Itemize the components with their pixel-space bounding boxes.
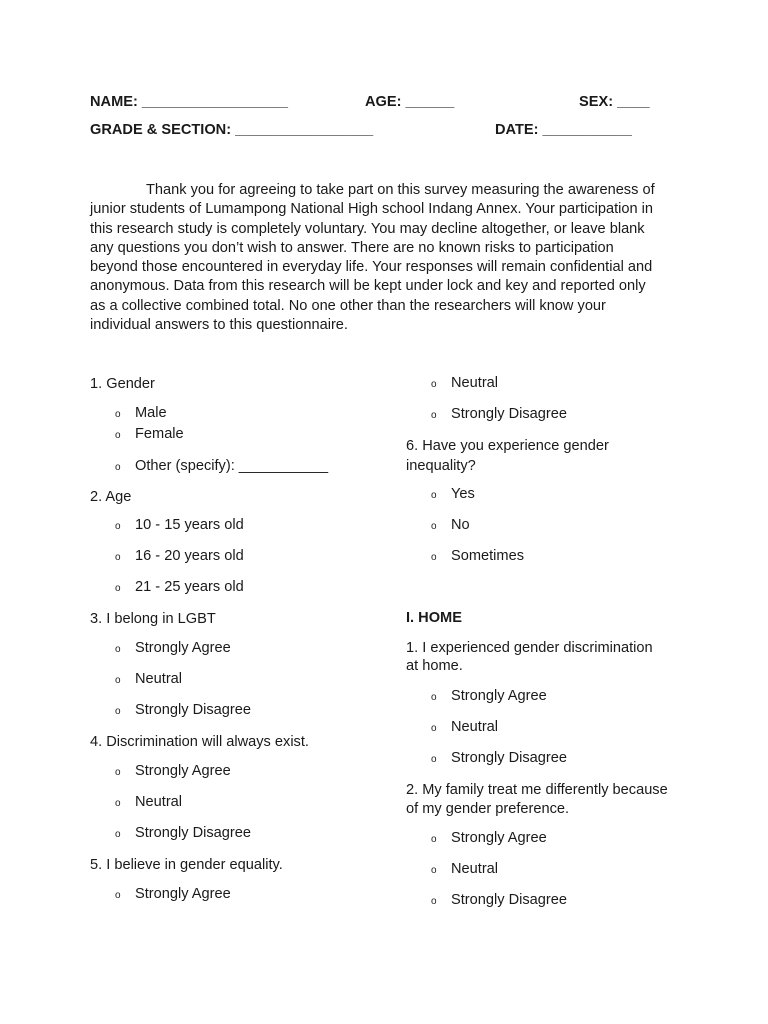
option-yes[interactable]: Yes [451, 486, 475, 502]
date-field[interactable]: DATE: ___________ [495, 122, 632, 138]
option-neutral[interactable]: Neutral [135, 671, 183, 687]
option-bullet-icon: o [431, 896, 437, 907]
option-strongly-agree[interactable]: Strongly Agree [135, 763, 231, 779]
question-age: 2. Age [90, 489, 132, 505]
option-bullet-icon: o [115, 583, 121, 594]
intro-line: junior students of Lumampong National High school Indang Annex. Your participation in [90, 201, 654, 218]
intro-line: individual answers to this questionnaire. [90, 317, 348, 334]
intro-paragraph [90, 181, 680, 335]
question-gender-inequality: 6. Have you experience gender [406, 438, 609, 454]
option-bullet-icon: o [431, 410, 437, 421]
sex-field[interactable]: SEX: ____ [579, 94, 650, 110]
option-bullet-icon: o [115, 767, 121, 778]
option-neutral[interactable]: Neutral [451, 375, 499, 391]
option-strongly-agree[interactable]: Strongly Agree [451, 688, 547, 704]
option-bullet-icon: o [115, 675, 121, 686]
option-strongly-agree[interactable]: Strongly Agree [135, 640, 231, 656]
option-age-10-15[interactable]: 10 - 15 years old [135, 517, 244, 533]
question-home-discrimination: 1. I experienced gender discrimination [406, 640, 653, 656]
question-family-treatment-cont: of my gender preference. [406, 801, 570, 817]
question-gender-equality: 5. I believe in gender equality. [90, 857, 283, 873]
option-bullet-icon: o [115, 430, 121, 441]
option-bullet-icon: o [431, 865, 437, 876]
option-age-21-25[interactable]: 21 - 25 years old [135, 579, 244, 595]
option-bullet-icon: o [115, 890, 121, 901]
option-strongly-disagree[interactable]: Strongly Disagree [135, 825, 251, 841]
question-home-discrimination-cont: at home. [406, 658, 463, 674]
intro-line: anonymous. Data from this research will be kept under lock and key and reported only [90, 278, 646, 295]
question-gender: 1. Gender [90, 376, 155, 392]
option-bullet-icon: o [431, 379, 437, 390]
option-bullet-icon: o [115, 552, 121, 563]
option-bullet-icon: o [115, 829, 121, 840]
option-age-16-20[interactable]: 16 - 20 years old [135, 548, 244, 564]
intro-line: beyond those encountered in everyday life. Your responses will remain confidential and [90, 259, 653, 276]
option-neutral[interactable]: Neutral [135, 794, 183, 810]
option-bullet-icon: o [115, 521, 121, 532]
question-lgbt: 3. I belong in LGBT [90, 611, 216, 627]
option-bullet-icon: o [115, 409, 121, 420]
intro-line: this research study is completely voluntary. You may decline altogether, or leave blank [90, 220, 645, 237]
option-strongly-disagree[interactable]: Strongly Disagree [451, 750, 567, 766]
question-discrimination: 4. Discrimination will always exist. [90, 734, 309, 750]
option-bullet-icon: o [431, 692, 437, 703]
option-bullet-icon: o [431, 552, 437, 563]
question-family-treatment: 2. My family treat me differently because [406, 782, 668, 798]
name-field[interactable]: NAME: __________________ [90, 94, 288, 110]
option-sometimes[interactable]: Sometimes [451, 548, 524, 564]
option-bullet-icon: o [115, 462, 121, 473]
intro-line: Thank you for agreeing to take part on this survey measuring the awareness of [146, 182, 655, 198]
question-gender-inequality-cont: inequality? [406, 458, 476, 474]
option-bullet-icon: o [115, 644, 121, 655]
option-bullet-icon: o [431, 521, 437, 532]
intro-line: any questions you don’t wish to answer. There are no known risks to participation [90, 239, 614, 256]
option-strongly-disagree[interactable]: Strongly Disagree [135, 702, 251, 718]
option-bullet-icon: o [431, 723, 437, 734]
option-bullet-icon: o [115, 798, 121, 809]
option-bullet-icon: o [431, 754, 437, 765]
option-bullet-icon: o [431, 834, 437, 845]
option-strongly-agree[interactable]: Strongly Agree [451, 830, 547, 846]
option-female[interactable]: Female [135, 426, 184, 442]
option-bullet-icon: o [431, 490, 437, 501]
section-home-heading: I. HOME [406, 610, 462, 626]
grade-section-field[interactable]: GRADE & SECTION: _________________ [90, 122, 374, 138]
intro-line: as a collective combined total. No one other than the researchers will know your [90, 297, 606, 314]
option-strongly-disagree[interactable]: Strongly Disagree [451, 892, 567, 908]
option-strongly-agree[interactable]: Strongly Agree [135, 886, 231, 902]
option-neutral[interactable]: Neutral [451, 861, 499, 877]
option-strongly-disagree[interactable]: Strongly Disagree [451, 406, 567, 422]
option-male[interactable]: Male [135, 405, 167, 421]
option-neutral[interactable]: Neutral [451, 719, 499, 735]
option-other[interactable]: Other (specify): ___________ [135, 458, 329, 474]
age-field[interactable]: AGE: ______ [365, 94, 455, 110]
option-bullet-icon: o [115, 706, 121, 717]
option-no[interactable]: No [451, 517, 470, 533]
